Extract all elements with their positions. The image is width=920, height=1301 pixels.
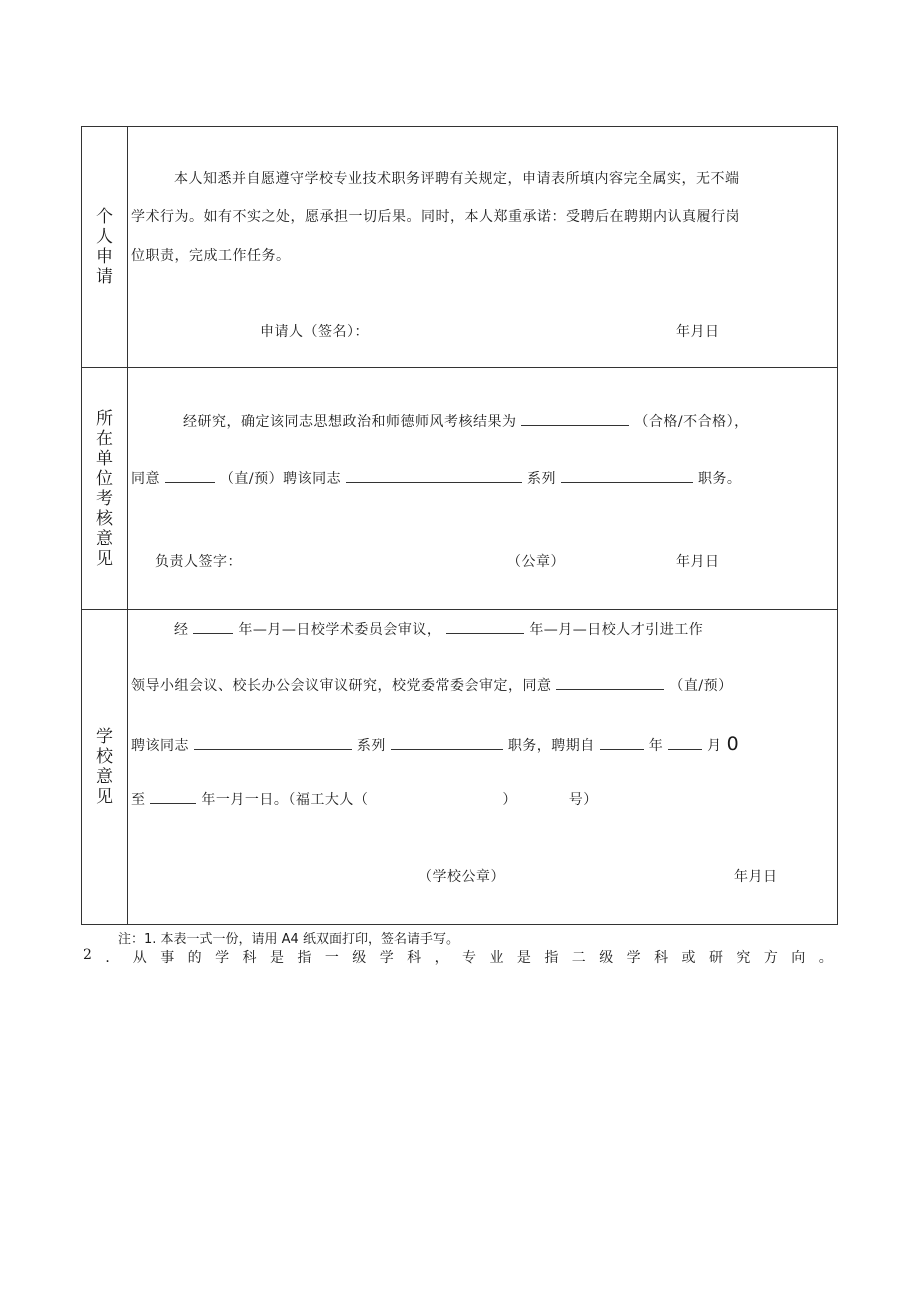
committee-date-text: 年—月—日校学术委员会审议， bbox=[238, 622, 442, 638]
school-direct-pre-blank[interactable] bbox=[556, 675, 664, 690]
term-start-month-blank[interactable] bbox=[668, 735, 702, 750]
talent-year-blank[interactable] bbox=[446, 619, 524, 634]
month-text: 月 bbox=[707, 738, 722, 754]
series-blank[interactable] bbox=[346, 468, 522, 483]
section-label-personal-application: 个 人 申 请 bbox=[96, 207, 113, 287]
talent-date-text: 年—月—日校人才引进工作 bbox=[529, 622, 704, 638]
note-1: 注：1. 本表一式一份，请用 A4 纸双面打印，签名请手写。 bbox=[118, 932, 459, 947]
note-2: 2 ． 从 事 的 学 科 是 指 一 级 学 科 ， 专 业 是 指 二 级 学 科 或 研 究 方 向 。 bbox=[83, 947, 833, 966]
number-text: 号） bbox=[568, 792, 598, 808]
school-opinion-line-4 bbox=[131, 789, 598, 809]
pass-fail-options: （合格/不合格）， bbox=[634, 414, 749, 430]
unit-date-label: 年月日 bbox=[676, 554, 720, 570]
applicant-date-label: 年月日 bbox=[676, 324, 720, 340]
applicant-signature-label: 申请人（签名）： bbox=[260, 324, 369, 340]
pledge-line-2: 学术行为。如有不实之处，愿承担一切后果。同时，本人郑重承诺：受聘后在聘期内认真履行岗 bbox=[131, 209, 740, 225]
document-ref-text: 年一月一日。（福工大人（ bbox=[201, 792, 369, 808]
school-date-label: 年月日 bbox=[734, 869, 778, 885]
term-start-year-blank[interactable] bbox=[600, 735, 644, 750]
meeting-text: 领导小组会议、校长办公会议审议研究，校党委常委会审定，同意 bbox=[131, 678, 552, 694]
day-value: 0 bbox=[726, 733, 740, 755]
direct-pre-blank[interactable] bbox=[165, 468, 215, 483]
term-start-text: 职务，聘期自 bbox=[507, 738, 595, 754]
school-seal-label: （学校公章） bbox=[418, 869, 505, 885]
series-text: 系列 bbox=[527, 471, 557, 487]
direct-pre-options: （直/预） bbox=[669, 678, 733, 694]
hire-text: （直/预）聘该同志 bbox=[219, 471, 342, 487]
agree-text: 同意 bbox=[131, 471, 160, 487]
pledge-line-3: 位职责，完成工作任务。 bbox=[131, 248, 291, 264]
unit-opinion-line-2 bbox=[131, 468, 741, 488]
review-text: 经 bbox=[174, 622, 189, 638]
committee-year-blank[interactable] bbox=[193, 619, 233, 634]
column-divider bbox=[127, 126, 128, 925]
assessment-result-blank[interactable] bbox=[521, 411, 629, 426]
position-text: 职务。 bbox=[697, 471, 742, 487]
school-opinion-line-2 bbox=[131, 675, 733, 695]
close-paren: ） bbox=[502, 792, 517, 808]
unit-seal-label: （公章） bbox=[507, 554, 565, 570]
until-text: 至 bbox=[131, 792, 146, 808]
unit-opinion-line-1 bbox=[183, 411, 749, 431]
row-divider-1 bbox=[81, 367, 838, 368]
hire-colleague-text: 聘该同志 bbox=[131, 738, 189, 754]
assessment-text: 经研究，确定该同志思想政治和师德师风考核结果为 bbox=[183, 414, 517, 430]
year-text: 年 bbox=[648, 738, 664, 754]
school-series-text: 系列 bbox=[356, 738, 386, 754]
position-blank[interactable] bbox=[561, 468, 693, 483]
school-series-blank[interactable] bbox=[194, 735, 352, 750]
school-opinion-line-1 bbox=[174, 619, 703, 639]
row-divider-2 bbox=[81, 609, 838, 610]
section-label-unit-opinion: 所 在 单 位 考 核 意 见 bbox=[96, 408, 113, 569]
term-end-year-blank[interactable] bbox=[150, 789, 196, 804]
section-label-school-opinion: 学 校 意 见 bbox=[96, 727, 113, 807]
school-opinion-line-3 bbox=[131, 733, 739, 755]
school-position-blank[interactable] bbox=[391, 735, 503, 750]
pledge-line-1: 本人知悉并自愿遵守学校专业技术职务评聘有关规定，申请表所填内容完全属实，无不端 bbox=[174, 171, 740, 187]
responsible-signature-label: 负责人签字： bbox=[155, 554, 242, 570]
